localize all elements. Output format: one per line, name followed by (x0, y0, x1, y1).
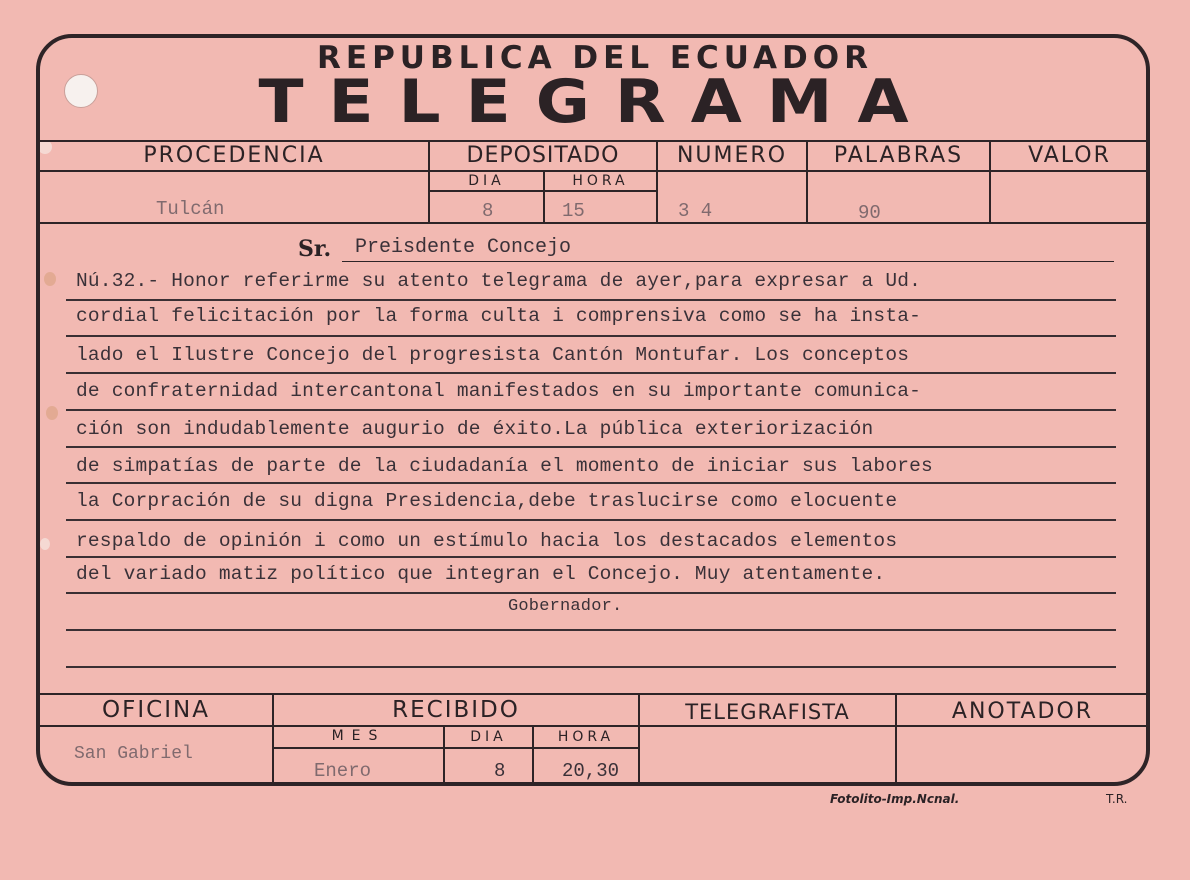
salutation-label: Sr. (298, 236, 332, 262)
anotador-header: ANOTADOR (951, 699, 1094, 724)
numero-value: 3 4 (678, 200, 713, 222)
recibido-header: RECIBIDO (392, 697, 520, 723)
dia-subheader: DIA (470, 729, 507, 745)
writing-rule (66, 409, 1116, 411)
message-line: de confraternidad intercantonal manifestados en su importante comunica- (76, 380, 922, 402)
oficina-header: OFICINA (102, 697, 210, 723)
writing-rule (66, 519, 1116, 521)
message-line: de simpatías de parte de la ciudadanía el momento de iniciar sus labores (76, 455, 933, 477)
table-rule (38, 222, 1148, 224)
message-line: respaldo de opinión i como un estímulo hacia los destacados elementos (76, 530, 898, 552)
writing-rule (66, 592, 1116, 594)
recipient-name: Preisdente Concejo (355, 236, 572, 259)
recibido-dia-value: 8 (494, 760, 506, 782)
message-line: la Corpración de su digna Presidencia,debe traslucirse como elocuente (76, 490, 898, 512)
message-line: ción son indudablemente augurio de éxito.La pública exteriorización (76, 418, 874, 440)
palabras-header: PALABRAS (833, 143, 964, 168)
depositado-hora-value: 15 (562, 200, 585, 222)
hora-subheader: HORA (557, 729, 615, 745)
punch-hole (64, 74, 98, 108)
depositado-header: DEPOSITADO (466, 143, 620, 168)
table-rule (38, 725, 1148, 727)
recibido-hora-value: 20,30 (562, 760, 620, 782)
oficina-value: San Gabriel (74, 744, 193, 764)
dia-subheader: DIA (468, 173, 505, 189)
printer-imprint: Fotolito-Imp.Ncnal. (830, 792, 960, 806)
mes-subheader: MES (331, 728, 386, 744)
message-line: cordial felicitación por la forma culta i comprensiva como se ha insta- (76, 305, 922, 327)
recipient-rule (342, 261, 1114, 262)
signature: Gobernador. (508, 597, 623, 616)
table-rule (38, 693, 1148, 695)
depositado-dia-value: 8 (482, 200, 494, 222)
message-line: lado el Ilustre Concejo del progresista Cantón Montufar. Los conceptos (76, 344, 910, 366)
printer-initials: T.R. (1106, 792, 1128, 806)
procedencia-value: Tulcán (156, 198, 225, 220)
telegrafista-header: TELEGRAFISTA (685, 700, 850, 724)
palabras-value: 90 (858, 202, 881, 224)
country-heading: REPUBLICA DEL ECUADOR (317, 40, 873, 76)
recibido-mes-value: Enero (314, 760, 372, 782)
form-title: TELEGRAMA (258, 66, 934, 137)
writing-rule (66, 299, 1116, 301)
numero-header: NUMERO (676, 143, 788, 168)
writing-rule (66, 446, 1116, 448)
writing-rule (66, 629, 1116, 631)
table-rule (274, 747, 640, 749)
valor-header: VALOR (1028, 143, 1111, 168)
hora-subheader: HORA (572, 173, 629, 189)
writing-rule (66, 372, 1116, 374)
writing-rule (66, 482, 1116, 484)
table-rule (428, 190, 656, 192)
procedencia-header: PROCEDENCIA (143, 143, 325, 168)
writing-rule (66, 666, 1116, 668)
table-rule (38, 140, 1148, 142)
message-line: Nú.32.- Honor referirme su atento telegrama de ayer,para expresar a Ud. (76, 270, 922, 292)
writing-rule (66, 556, 1116, 558)
writing-rule (66, 335, 1116, 337)
message-line: del variado matiz político que integran el Concejo. Muy atentamente. (76, 563, 886, 585)
